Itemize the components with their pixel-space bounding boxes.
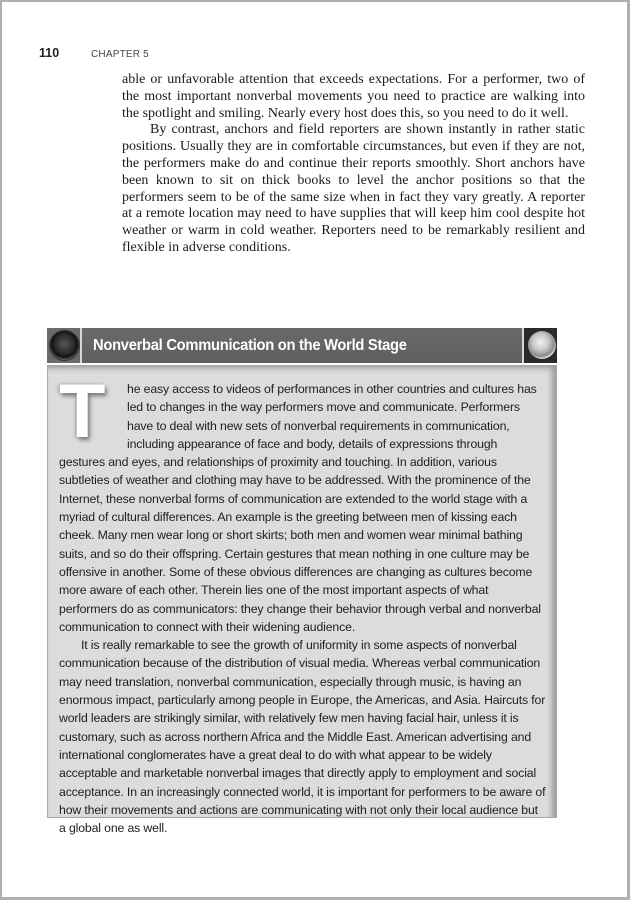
chapter-label: CHAPTER 5 [91,49,149,60]
sidebar-title: Nonverbal Communication on the World Stage [93,336,407,354]
sidebar-box [47,328,557,836]
dark-lens-icon [47,328,82,363]
sidebar-header [47,328,557,363]
sidebar-paragraph [59,369,546,636]
sidebar-title-bar [82,328,522,363]
body-paragraph: By contrast, anchors and field reporters are shown instantly in rather static positions. Usually they are in comfortable circumstances, but even if they are not, the performers make do and continue their reports smoothly. Short anchors have been known to sit on thick books to level the anchor positions so that the performers seem to be of the same size when in fact they vary greatly. A reporter at a remote location may need to have supplies that will keep him cool despite hot weather or warm in cold weather. Reporters need to be remarkably resilient and flexible in adverse conditions. [122,122,585,255]
sidebar-body [47,365,557,836]
page-number: 110 [39,46,60,60]
sidebar-paragraph: It is really remarkable to see the growth of uniformity in some aspects of nonverbal communication because of the distribution of visual media. Whereas verbal communication may need translation, nonverbal communication, especially through music, is having an enormous impact, particularly among people in Europe, the Americas, and Asia. Haircuts for world leaders are strikingly similar, with relatively few men having facial hair, unless it is customary, such as across northern Africa and the Middle East. American advertising and international conglomerates have a great deal to do with what appear to be widely acceptable and marketable nonverbal images that directly apply to employment and social acceptance. In an increasingly connected world, it is important for performers to be aware of how their movements and actions are communicating with not only their local audience but a global one as well. [59,638,546,836]
drop-cap: T [59,369,106,454]
body-text [122,72,585,257]
body-paragraph: able or unfavorable attention that exceeds expectations. For a performer, two of the most important nonverbal movements you need to practice are walking into the spotlight and smiling. Nearly every host does this, so you need to do it well. [122,72,585,121]
running-head [39,46,149,60]
sidebar-text [59,369,546,837]
sidebar-paragraph-text: he easy access to videos of performances in other countries and cultures has led to changes in the way performers move and communicate. Performers have to deal with new sets of nonverbal requirements in communication, including appearance of face and body, details of expressions through gestures and eyes, and relationships of proximity and touching. In addition, various subtleties of weather and clothing may have to be addressed. With the prominence of the Internet, these nonverbal forms of communication are extended to the world stage with a myriad of cultural differences. An example is the greeting between men of kissing each cheek. Many men wear long or short skirts; both men and women wear minimal bathing suits, and so do their offspring. Certain gestures that mean nothing in one culture may be offensive in another. Some of these obvious differences are changing as cultures become more aware of each other. Therein lies one of the most important aspects of what performers do as communicators: they change their behavior through verbal and nonverbal communication to connect with their widening audience. [59,382,541,634]
light-lens-icon [522,328,557,363]
